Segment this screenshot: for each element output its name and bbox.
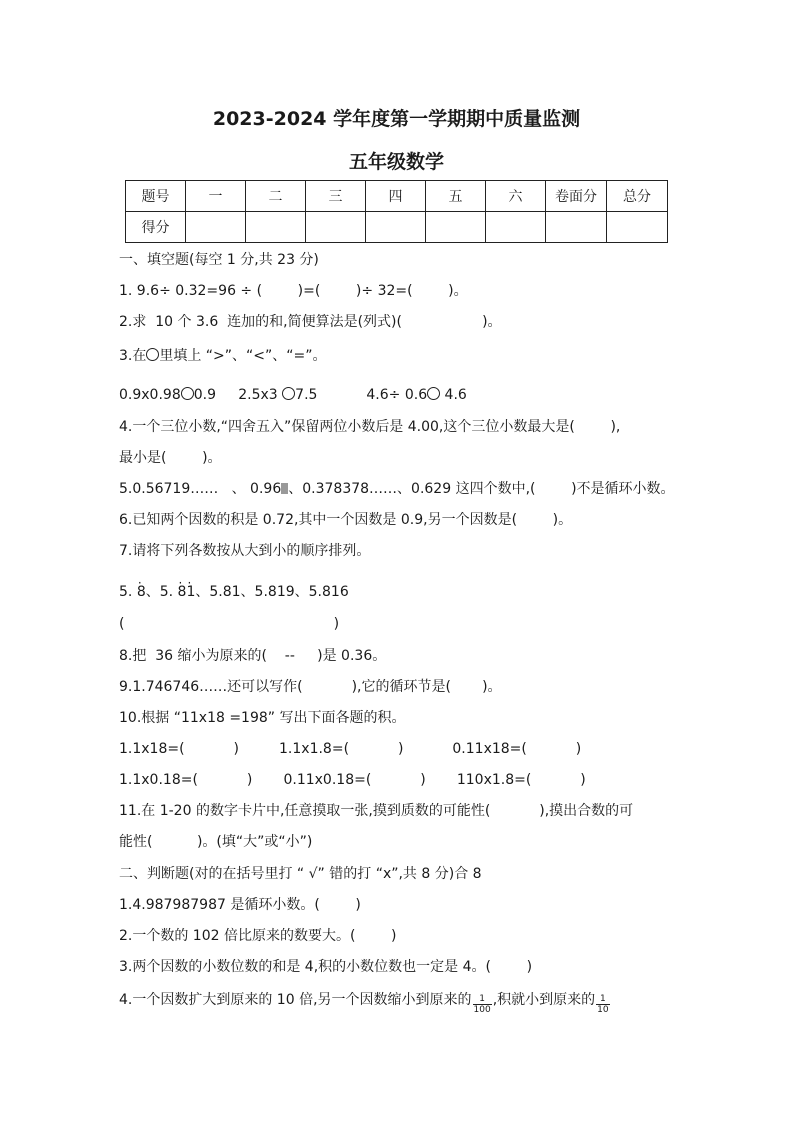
question-1: 1. 9.6÷ 0.32=96 ÷ ( )=( )÷ 32=( )。 bbox=[119, 283, 468, 299]
score-table-cell: 卷面分 bbox=[546, 181, 607, 212]
repeating-digit: · 1 bbox=[186, 583, 195, 601]
question-2: 2.求 10 个 3.6 连加的和,简便算法是(列式)( )。 bbox=[119, 314, 502, 330]
score-table-cell: 三 bbox=[306, 181, 366, 212]
fraction-numerator: 1 bbox=[473, 994, 492, 1005]
fraction-denominator: 100 bbox=[473, 1005, 491, 1015]
compare-text: 7.5 4.6÷ 0.6 bbox=[295, 387, 428, 403]
question-10: 10.根据 “11x18 =198” 写出下面各题的积。 bbox=[119, 710, 406, 726]
circle-icon bbox=[146, 348, 159, 361]
repeating-digit: · 8 bbox=[137, 583, 146, 601]
exam-title: 2023-2024 学年度第一学期期中质量监测 bbox=[212, 108, 581, 130]
score-table-cell: 题号 bbox=[126, 181, 186, 212]
score-table-header-row bbox=[126, 181, 668, 212]
score-input-cell[interactable] bbox=[306, 212, 366, 243]
judge-question-3: 3.两个因数的小数位数的和是 4,积的小数位数也一定是 4。( ) bbox=[119, 959, 533, 975]
number-text: 、5. bbox=[145, 584, 178, 600]
question-5-text-a: 5.0.56719…… 、 0.96 bbox=[119, 481, 282, 497]
fraction-numerator: 1 bbox=[596, 994, 609, 1005]
score-table-cell: 六 bbox=[486, 181, 546, 212]
compare-circle-blank[interactable] bbox=[181, 387, 194, 400]
question-7-answer-blank[interactable]: ( ) bbox=[119, 616, 340, 632]
score-input-cell[interactable] bbox=[186, 212, 246, 243]
question-4-line-2: 最小是( )。 bbox=[119, 450, 222, 466]
score-input-cell[interactable] bbox=[546, 212, 607, 243]
question-10-row-2: 1.1x0.18=( ) 0.11x0.18=( ) 110x1.8=( ) bbox=[119, 772, 586, 788]
question-7: 7.请将下列各数按从大到小的顺序排列。 bbox=[119, 543, 371, 559]
question-10-row-1: 1.1x18=( ) 1.1x1.8=( ) 0.11x18=( ) bbox=[119, 741, 582, 757]
question-4-line-1: 4.一个三位小数,“四舍五入”保留两位小数后是 4.00,这个三位小数最大是( ), bbox=[119, 419, 621, 435]
question-11-line-1: 11.在 1-20 的数字卡片中,任意摸取一张,摸到质数的可能性( ),摸出合数的可 bbox=[119, 803, 634, 819]
score-input-cell[interactable] bbox=[426, 212, 486, 243]
fraction-one-tenth bbox=[596, 994, 609, 1015]
judge-question-2: 2.一个数的 102 倍比原来的数要大。( ) bbox=[119, 928, 397, 944]
question-8: 8.把 36 缩小为原来的( -- )是 0.36。 bbox=[119, 648, 387, 664]
judge-question-4 bbox=[119, 991, 611, 1015]
score-table-cell: 五 bbox=[426, 181, 486, 212]
exam-subtitle: 五年级数学 bbox=[348, 151, 444, 173]
repeating-digit: · 8 bbox=[178, 583, 187, 601]
compare-text: 4.6 bbox=[440, 387, 467, 403]
question-3-text-b: 里填上 “>”、“<”、“=”。 bbox=[159, 348, 327, 364]
score-table-score-row bbox=[126, 212, 668, 243]
judge-question-1: 1.4.987987987 是循环小数。( ) bbox=[119, 897, 361, 913]
section-heading-fill-in: 一、填空题(每空 1 分,共 23 分) bbox=[119, 252, 319, 268]
score-input-cell[interactable] bbox=[607, 212, 668, 243]
score-input-cell[interactable] bbox=[486, 212, 546, 243]
compare-circle-blank[interactable] bbox=[282, 387, 295, 400]
question-11-line-2: 能性( )。(填“大”或“小”) bbox=[119, 834, 313, 850]
question-6: 6.已知两个因数的积是 0.72,其中一个因数是 0.9,另一个因数是( )。 bbox=[119, 512, 573, 528]
question-3-row bbox=[119, 386, 467, 404]
compare-text: 0.9x0.98 bbox=[119, 387, 181, 403]
question-5-text-b: 、0.378378……、0.629 这四个数中,( )不是循环小数。 bbox=[288, 481, 675, 497]
judge-4-text-a: 4.一个因数扩大到原来的 10 倍,另一个因数缩小到原来的 bbox=[119, 992, 472, 1008]
question-7-numbers bbox=[119, 583, 349, 601]
section-heading-true-false: 二、判断题(对的在括号里打 “ √” 错的打 “x”,共 8 分)合 8 bbox=[119, 866, 482, 882]
question-3-text-a: 3.在 bbox=[119, 348, 147, 364]
question-9: 9.1.746746……还可以写作( ),它的循环节是( )。 bbox=[119, 679, 502, 695]
number-text: 、5.81、5.819、5.816 bbox=[195, 584, 349, 600]
number-text: 5. bbox=[119, 584, 137, 600]
question-5 bbox=[119, 480, 675, 498]
score-table bbox=[125, 180, 668, 243]
fraction-one-hundredth bbox=[473, 994, 492, 1015]
score-table-cell: 总分 bbox=[607, 181, 668, 212]
score-input-cell[interactable] bbox=[366, 212, 426, 243]
score-table-cell: 一 bbox=[186, 181, 246, 212]
compare-text: 0.9 2.5x3 bbox=[193, 387, 283, 403]
score-table-cell: 四 bbox=[366, 181, 426, 212]
score-table-cell: 二 bbox=[246, 181, 306, 212]
question-3 bbox=[119, 347, 327, 365]
score-table-cell: 得分 bbox=[126, 212, 186, 243]
score-input-cell[interactable] bbox=[246, 212, 306, 243]
fraction-denominator: 10 bbox=[597, 1005, 609, 1015]
judge-4-text-b: ,积就小到原来的 bbox=[492, 992, 596, 1008]
compare-circle-blank[interactable] bbox=[427, 387, 440, 400]
